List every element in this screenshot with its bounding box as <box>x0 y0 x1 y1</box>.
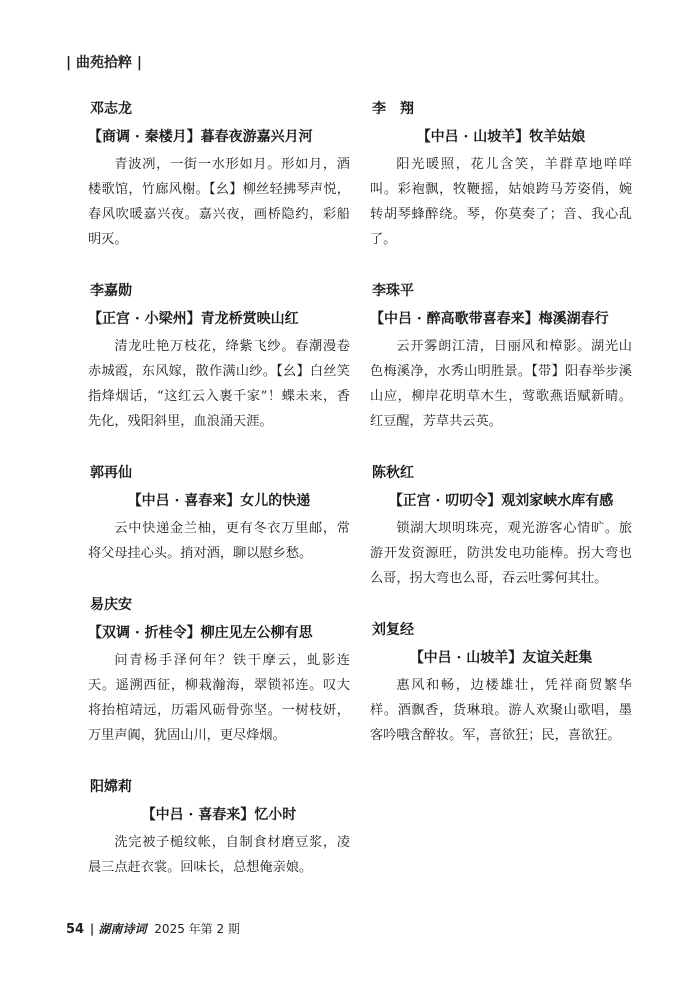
poem-author: 易庆安 <box>90 597 132 613</box>
poem-title: 【中吕 · 山坡羊】友谊关赶集 <box>409 650 593 666</box>
poem-author: 陈秋红 <box>372 465 414 481</box>
poem <box>88 594 350 748</box>
poem-title: 【双调 · 折桂令】柳庄见左公柳有思 <box>88 625 313 641</box>
section-header: | 曲苑拾粹 | <box>66 55 142 71</box>
poem-author: 邓志龙 <box>90 101 132 117</box>
poem-author: 李嘉勋 <box>90 283 132 299</box>
poem-title: 【中吕 · 醉高歌带喜春来】梅溪湖春行 <box>370 311 609 327</box>
page-footer <box>66 920 240 937</box>
poem-title: 【商调 · 秦楼月】暮春夜游嘉兴月河 <box>88 129 313 145</box>
poem-title: 【中吕 · 喜春来】女儿的快递 <box>127 493 311 509</box>
issue-label: 2025 年第 2 期 <box>154 922 240 936</box>
poem <box>88 462 350 566</box>
poem-body: 洗完被子槌纹帐，自制食材磨豆浆，凌晨三点赶衣裳。回味长，总想俺亲娘。 <box>88 835 350 875</box>
poem <box>88 280 350 434</box>
poem <box>88 98 350 252</box>
poem-title: 【中吕 · 山坡羊】牧羊姑娘 <box>416 129 586 145</box>
poem-body: 清龙吐艳万枝花，绛紫飞纱。春潮漫卷赤城霞，东风嫁，散作满山纱。【幺】白丝笑指烽烟话，“这红云入裹千家”！蝶未来，香先化，残阳斜里，血浪涌天涯。 <box>88 339 350 429</box>
poem-author: 郭再仙 <box>90 465 132 481</box>
poem <box>88 776 350 880</box>
poem-body: 惠风和畅，边楼雄壮，凭祥商贸繁华样。酒飘香，货琳琅。游人欢聚山歌唱，墨客吟哦含醉妆。军，喜欲狂；民，喜欲狂。 <box>370 678 632 743</box>
poem-body: 云中快递金兰柚，更有冬衣万里邮，常将父母挂心头。捎对酒，聊以慰乡愁。 <box>88 521 350 561</box>
poem-title: 【中吕 · 喜春来】忆小时 <box>141 807 297 823</box>
poem <box>370 462 632 591</box>
poem-author: 阳嫦莉 <box>90 779 132 795</box>
poem-title: 【正宫 · 叨叨令】观刘家峡水库有感 <box>388 493 614 509</box>
left-column <box>88 98 350 904</box>
poem-author: 李珠平 <box>372 283 414 299</box>
right-column <box>370 98 632 772</box>
magazine-name: | 湖南诗词 <box>89 922 147 936</box>
page-number: 54 <box>66 922 85 937</box>
poem-author: 刘复经 <box>372 622 414 638</box>
poem <box>370 619 632 748</box>
poem-body: 锁湖大坝明珠亮，观光游客心情旷。旅游开发资源旺，防洪发电功能棒。拐大弯也么哥，拐大弯也么哥，吞云吐雾何其壮。 <box>370 521 632 586</box>
poem-body: 青波冽，一街一水形如月。形如月，酒楼歌馆，竹廊风榭。【幺】柳丝轻拂琴声悦，春风吹暖嘉兴夜。嘉兴夜，画桥隐约，彩船明灭。 <box>88 157 350 247</box>
poem-body: 云开雾朗江清，日丽风和樟影。湖光山色梅溪净，水秀山明胜景。【带】阳春举步溪山应，柳岸花明草木生，莺歌燕语赋新晴。红豆醒，芳草共云英。 <box>370 339 632 429</box>
poem-author: 李 翔 <box>372 101 414 117</box>
poem-title: 【正宫 · 小梁州】青龙桥赏映山红 <box>88 311 299 327</box>
poem <box>370 280 632 434</box>
poem <box>370 98 632 252</box>
poem-body: 阳光暖照，花儿含笑，羊群草地咩咩叫。彩袍飘，牧鞭摇，姑娘跨马芳姿俏，婉转胡琴蜂醉绕。琴，你莫奏了；音、我心乱了。 <box>370 157 632 247</box>
poem-body: 问青杨手泽何年？铁干摩云，虬影连天。遥溯西征，柳栽瀚海，翠锁祁连。叹大将抬棺靖远，历霜风砺骨弥坚。一树枝妍，万里声阗，犹固山川，更尽烽烟。 <box>88 653 350 743</box>
